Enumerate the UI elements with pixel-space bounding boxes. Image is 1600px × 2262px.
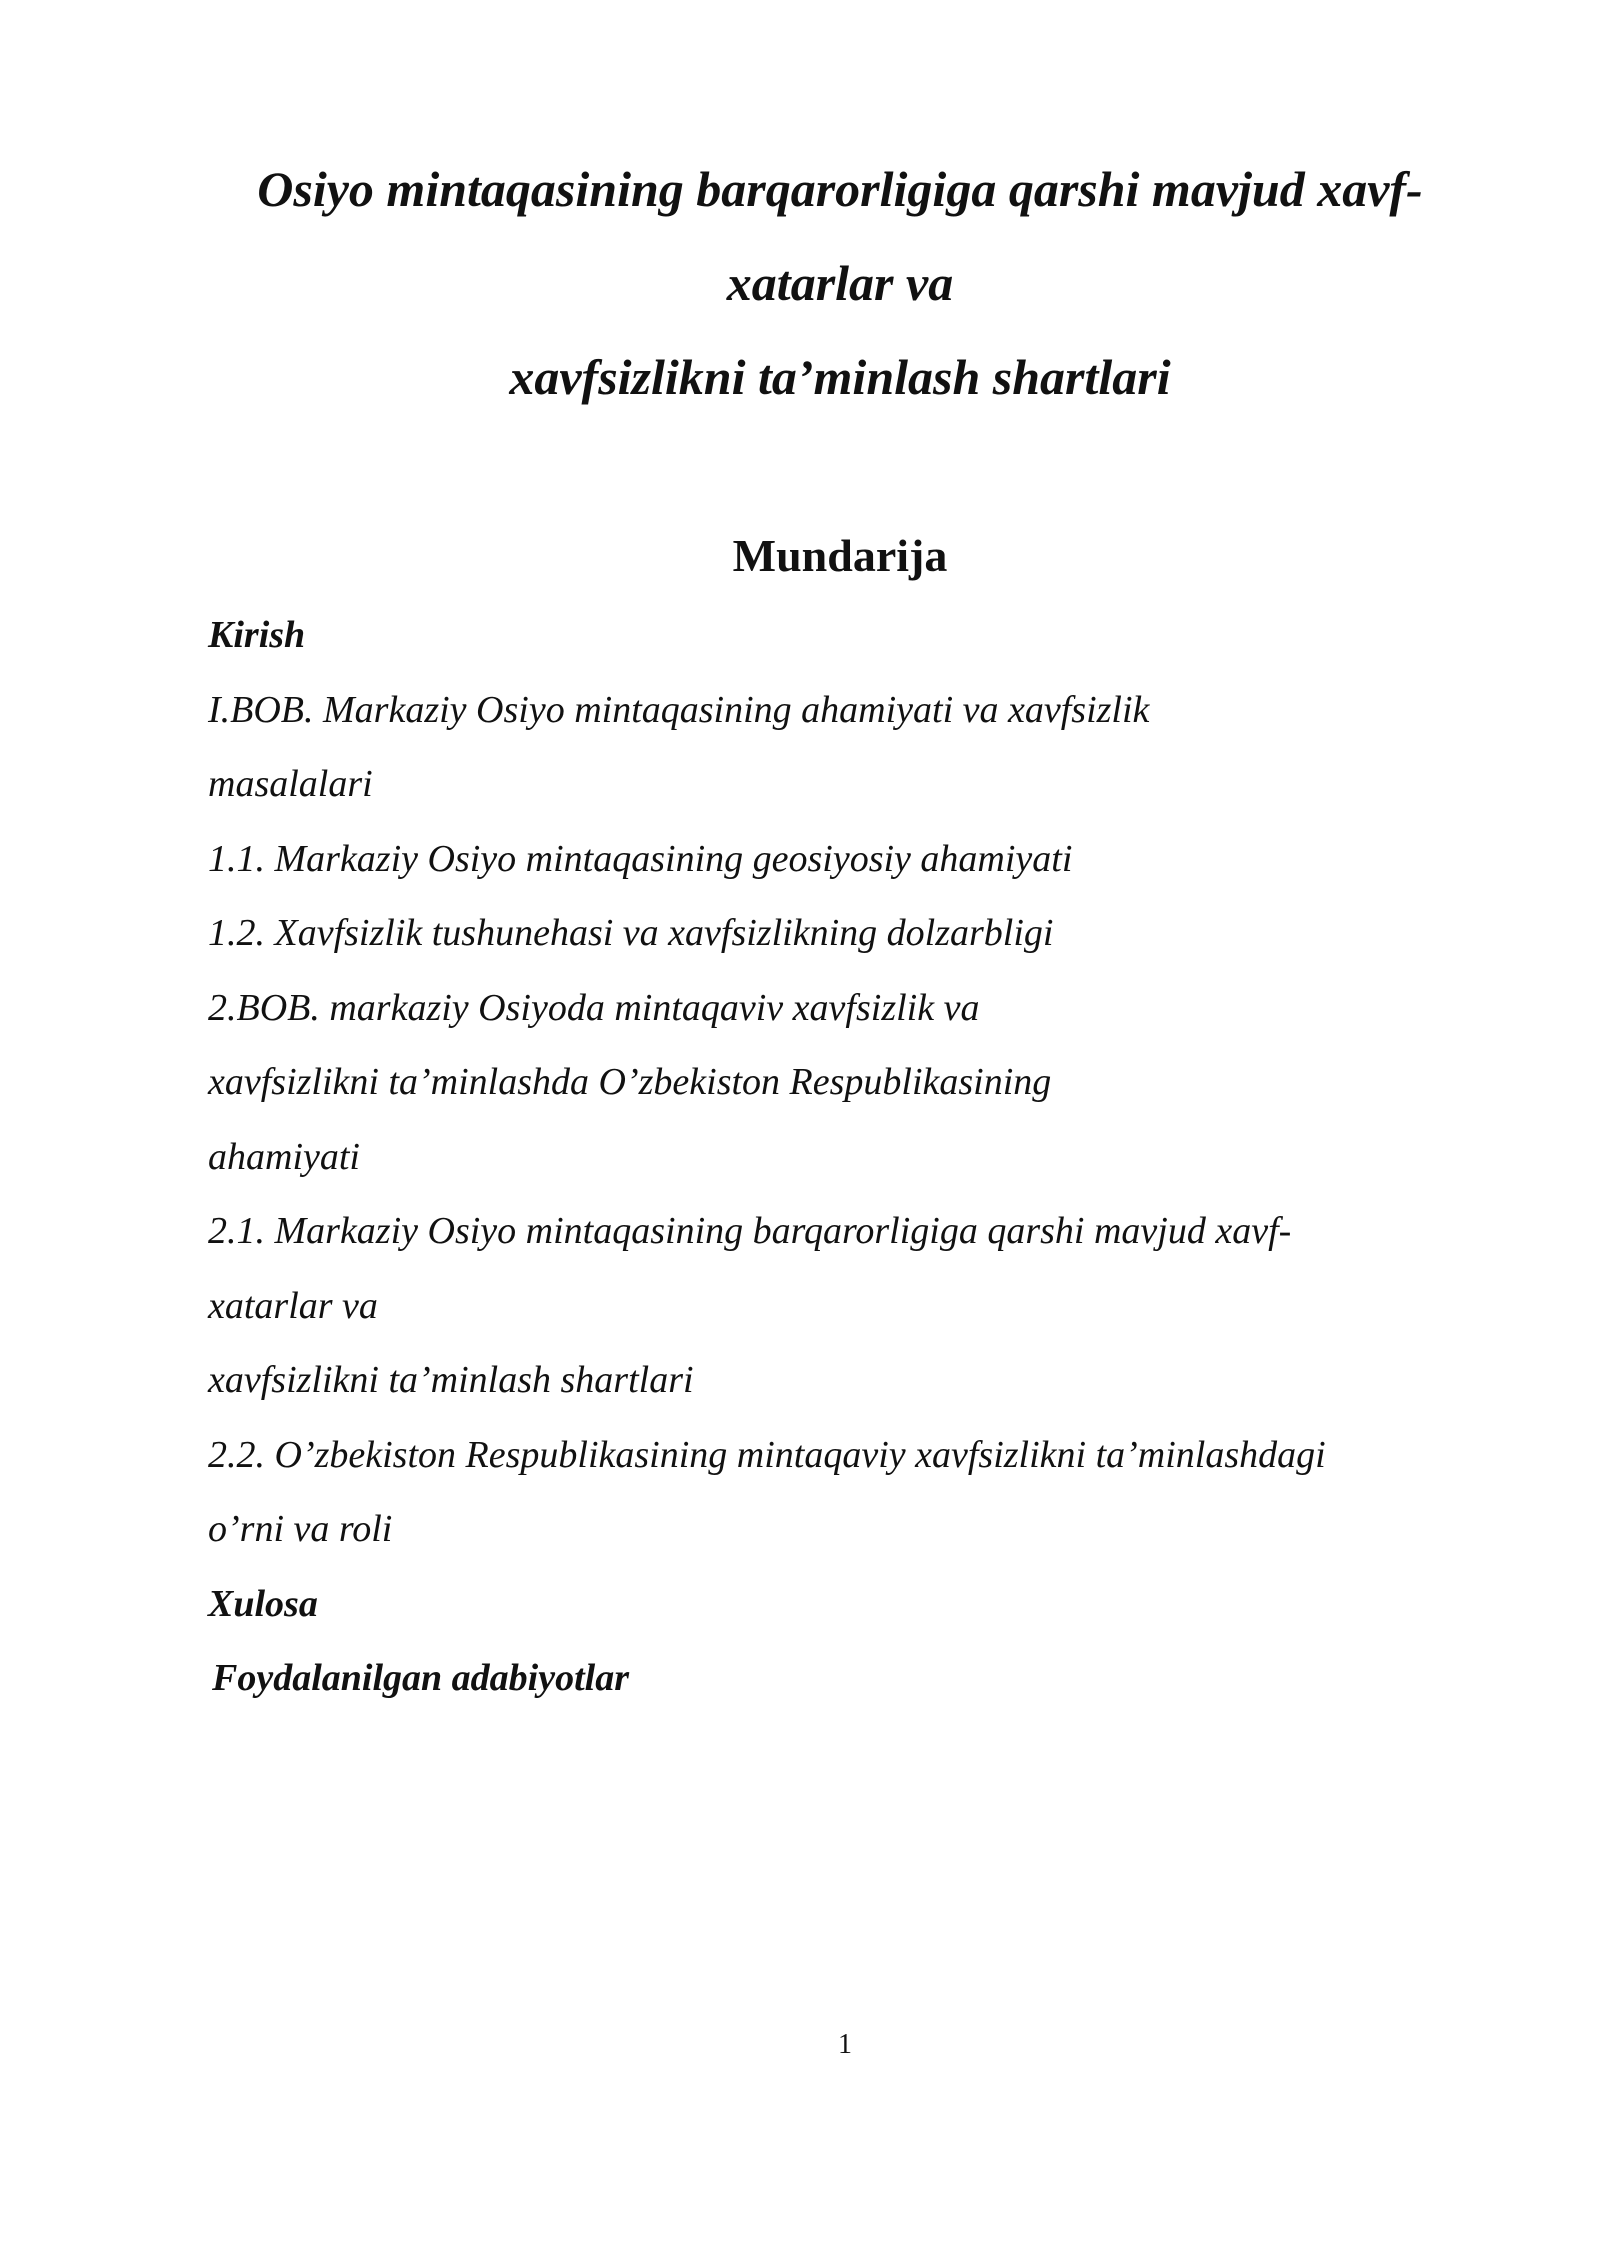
toc-item-chapter-2-cont: xavfsizlikni ta’minlashda O’zbekiston Respublikasining <box>208 1061 1052 1103</box>
toc-item-section-2-1: 2.1. Markaziy Osiyo mintaqasining barqarorligiga qarshi mavjud xavf- <box>208 1210 1292 1252</box>
toc-item-conclusion: Xulosa <box>208 1582 318 1625</box>
toc-item-section-2-1-cont: xatarlar va <box>208 1284 378 1327</box>
toc-item-section-2-2: 2.2. O’zbekiston Respublikasining mintaqaviy xavfsizlikni ta’minlashdagi <box>208 1433 1326 1476</box>
toc-item-section-1-2: 1.2. Xavfsizlik tushunehasi va xavfsizlikning dolzarbligi <box>208 912 1054 954</box>
toc-item-references: Foydalanilgan adabiyotlar <box>212 1657 629 1699</box>
title-line-3: xavfsizlikni ta’minlash shartlari <box>509 349 1171 405</box>
toc-heading: Mundarija <box>732 530 948 581</box>
toc-item-chapter-1-cont: masalalari <box>208 763 373 805</box>
toc-item-section-2-2-cont: o’rni va roli <box>208 1508 393 1550</box>
toc-item-section-2-1-cont-2: xavfsizlikni ta’minlash shartlari <box>208 1359 694 1401</box>
document-title <box>150 142 1530 424</box>
table-of-contents <box>208 598 1538 1716</box>
toc-item-intro: Kirish <box>208 614 306 656</box>
title-line-1: Osiyo mintaqasining barqarorligiga qarshi mavjud xavf- <box>257 161 1423 217</box>
toc-item-chapter-1: I.BOB. Markaziy Osiyo mintaqasining ahamiyati va xavfsizlik <box>208 688 1150 731</box>
toc-item-section-1-1: 1.1. Markaziy Osiyo mintaqasining geosiyosiy ahamiyati <box>208 837 1073 880</box>
page-number: 1 <box>838 2029 852 2060</box>
toc-item-chapter-2-cont-2: ahamiyati <box>208 1135 360 1178</box>
title-line-2: xatarlar va <box>726 255 954 311</box>
toc-item-chapter-2: 2.BOB. markaziy Osiyoda mintaqaviv xavfsizlik va <box>208 986 980 1029</box>
